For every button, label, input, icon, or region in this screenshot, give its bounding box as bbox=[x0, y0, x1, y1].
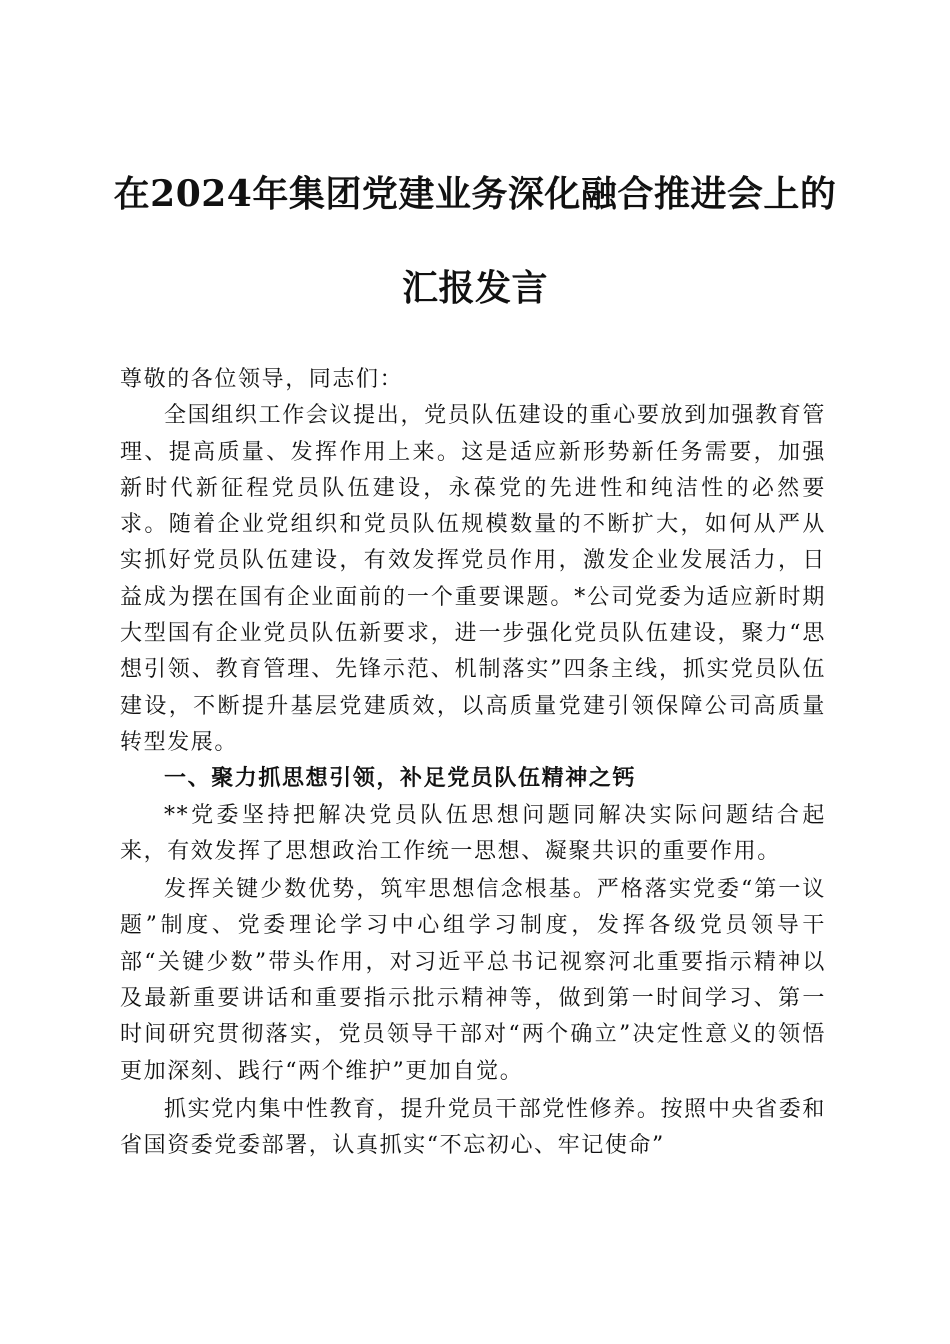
document-title-line-2: 汇报发言 bbox=[401, 267, 548, 309]
section-heading-1: 一、聚力抓思想引领，补足党员队伍精神之钙 bbox=[164, 766, 637, 792]
paragraph-key-minority: 发挥关键少数优势，筑牢思想信念根基。严格落实党委“第一议题”制度、党委理论学习中心组学习制度，发挥各级党员领导干部“关键少数”带头作用，对习近平总书记视察河北重要指示精神以及最新重要讲话和重要指示批示精神等，做到第一时间学习、第一时间研究贯彻落实，党员领导干部对“两个确立”决定性意义的领悟更加深刻、践行“两个维护”更加自觉。 bbox=[120, 877, 826, 1084]
document-title-line-1: 在2024年集团党建业务深化融合推进会上的 bbox=[113, 173, 837, 215]
document-body bbox=[120, 362, 826, 1165]
paragraph-section-1-summary: **党委坚持把解决党员队伍思想问题同解决实际问题结合起来，有效发挥了思想政治工作统一思想、凝聚共识的重要作用。 bbox=[120, 802, 826, 864]
salutation: 尊敬的各位领导，同志们： bbox=[120, 367, 404, 392]
paragraph-party-education: 抓实党内集中性教育，提升党员干部党性修养。按照中央省委和省国资委党委部署，认真抓实“不忘初心、牢记使命” bbox=[120, 1096, 826, 1159]
paragraph-intro: 全国组织工作会议提出，党员队伍建设的重心要放到加强教育管理、提高质量、发挥作用上来。这是适应新形势新任务需要，加强新时代新征程党员队伍建设，永葆党的先进性和纯洁性的必然要求。随着企业党组织和党员队伍规模数量的不断扩大，如何从严从实抓好党员队伍建设，有效发挥党员作用，激发企业发展活力，日益成为摆在国有企业面前的一个重要课题。*公司党委为适应新时期大型国有企业党员队伍新要求，进一步强化党员队伍建设，聚力“思想引领、教育管理、先锋示范、机制落实”四条主线，抓实党员队伍建设，不断提升基层党建质效，以高质量党建引领保障公司高质量转型发展。 bbox=[120, 403, 826, 755]
